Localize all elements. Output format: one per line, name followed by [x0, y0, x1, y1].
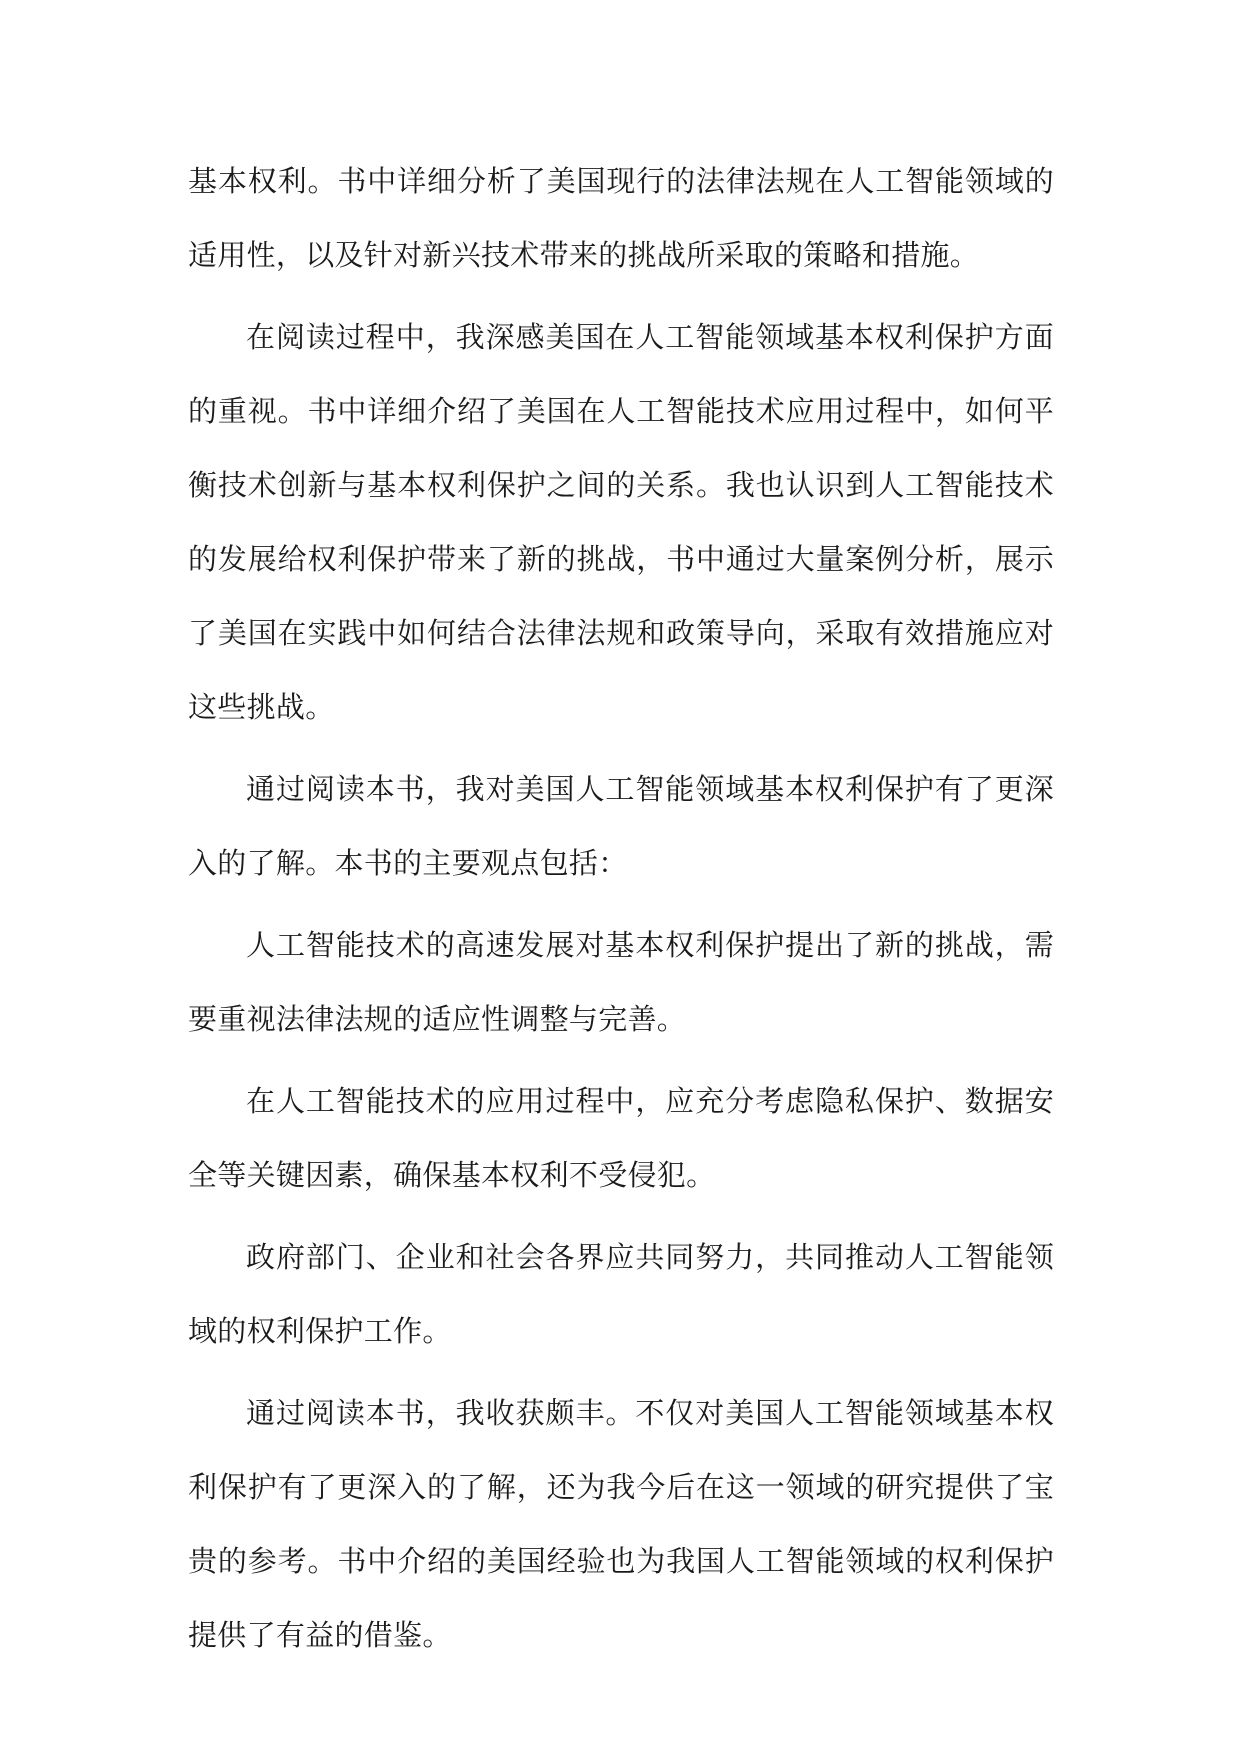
paragraph-2: 在阅读过程中，我深感美国在人工智能领域基本权利保护方面的重视。书中详细介绍了美国在人工智能技术应用过程中，如何平衡技术创新与基本权利保护之间的关系。我也认识到人工智能技术的发展给权利保护带来了新的挑战，书中通过大量案例分析，展示了美国在实践中如何结合法律法规和政策导向，采取有效措施应对这些挑战。 [188, 320, 1054, 724]
paragraph-5: 在人工智能技术的应用过程中，应充分考虑隐私保护、数据安全等关键因素，确保基本权利不受侵犯。 [188, 1084, 1054, 1192]
paragraph-3: 通过阅读本书，我对美国人工智能领域基本权利保护有了更深入的了解。本书的主要观点包括： [188, 772, 1054, 880]
paragraph-6: 政府部门、企业和社会各界应共同努力，共同推动人工智能领域的权利保护工作。 [188, 1240, 1054, 1348]
document-body [188, 144, 1054, 1680]
paragraph-1: 基本权利。书中详细分析了美国现行的法律法规在人工智能领域的适用性，以及针对新兴技术带来的挑战所采取的策略和措施。 [188, 164, 1054, 272]
paragraph-7: 通过阅读本书，我收获颇丰。不仅对美国人工智能领域基本权利保护有了更深入的了解，还为我今后在这一领域的研究提供了宝贵的参考。书中介绍的美国经验也为我国人工智能领域的权利保护提供了有益的借鉴。 [188, 1396, 1054, 1652]
paragraph-4: 人工智能技术的高速发展对基本权利保护提出了新的挑战，需要重视法律法规的适应性调整与完善。 [188, 928, 1054, 1036]
